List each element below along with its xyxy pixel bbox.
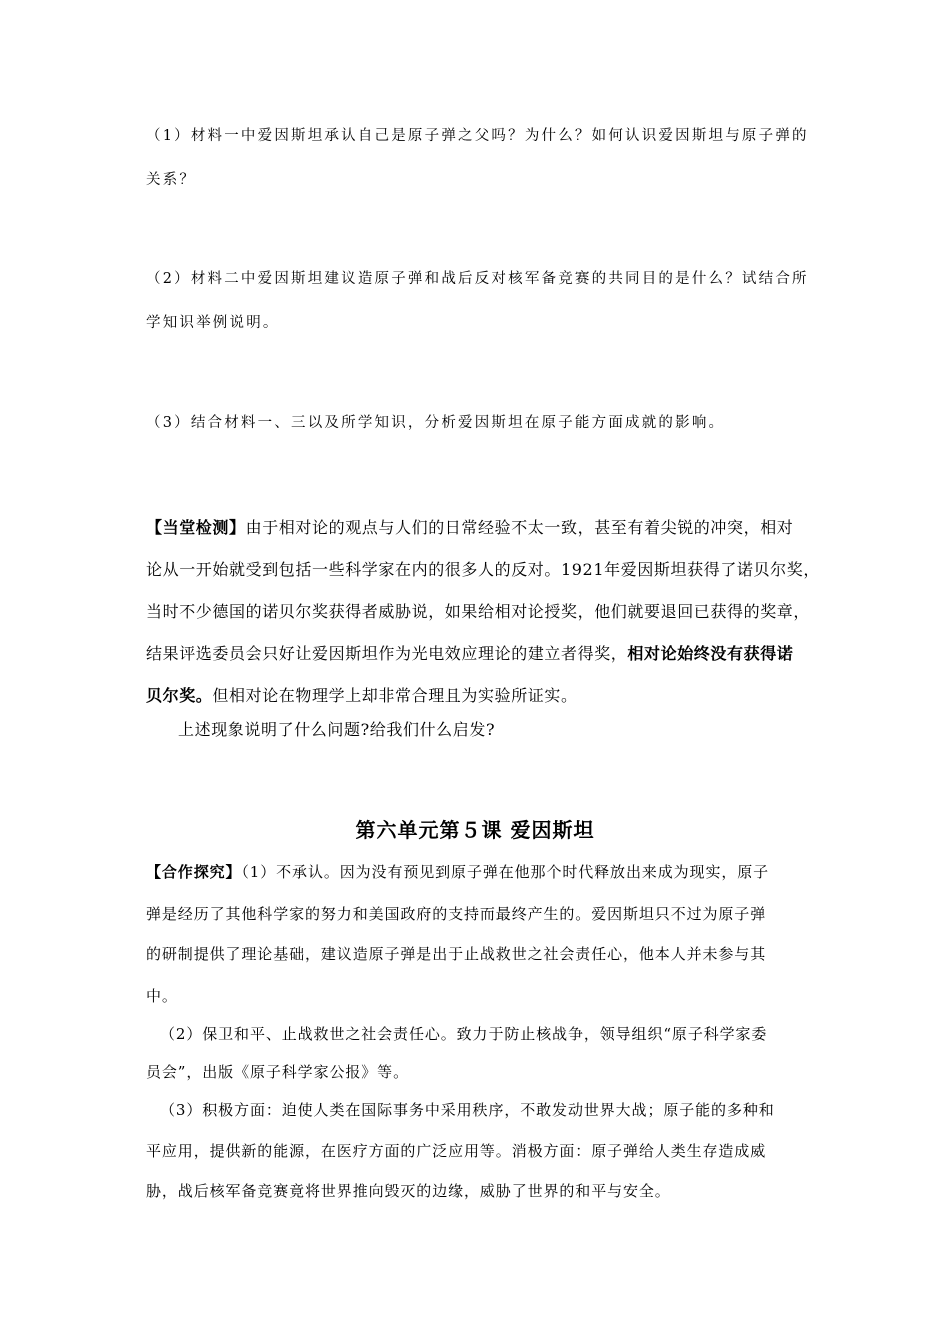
answer-2-line-1: （2）保卫和平、止战救世之社会责任心。致力于防止核战争，领导组织“原子科学家委 (160, 1025, 768, 1043)
check-paragraph-line-1 (146, 516, 816, 540)
check-label: 【当堂检测】 (146, 518, 246, 537)
check-line-5-emphasis: 贝尔奖。 (146, 686, 213, 705)
answer-label: 【合作探究】 (146, 863, 242, 881)
answer-3-line-1: （3）积极方面：迫使人类在国际事务中采用秩序，不敢发动世界大战；原子能的多种和 (160, 1101, 775, 1119)
answer-3-line-2: 平应用，提供新的能源，在医疗方面的广泛应用等。消极方面：原子弹给人类生存造成威 (146, 1142, 767, 1160)
check-paragraph-line-4 (146, 642, 816, 666)
answer-1-line-2: 弹是经历了其他科学家的努力和美国政府的支持而最终产生的。爱因斯坦只不过为原子弹 (146, 905, 767, 923)
check-line-5-text: 但相对论在物理学上却非常合理且为实验所证实。 (212, 686, 578, 705)
answer-title: 第六单元第５课 爱因斯坦 (355, 818, 595, 842)
answer-1-line-4: 中。 (146, 987, 178, 1005)
check-line-1-text: 由于相对论的观点与人们的日常经验不太一致，甚至有着尖锐的冲突，相对 (245, 518, 794, 537)
question-1-line-2: 关系？ (146, 172, 197, 188)
check-line-4-emphasis: 相对论始终没有获得诺 (627, 644, 794, 663)
answer-3-line-3: 胁，战后核军备竞赛竟将世界推向毁灭的边缘，威胁了世界的和平与安全。 (146, 1182, 671, 1200)
question-2-line-2: 学知识举例说明。 (146, 315, 280, 331)
answer-2-line-2: 员会”，出版《原子科学家公报》等。 (146, 1063, 409, 1081)
check-paragraph-line-5 (146, 684, 816, 708)
check-paragraph-line-3: 当时不少德国的诺贝尔奖获得者威胁说，如果给相对论授奖，他们就要退回已获得的奖章， (146, 602, 811, 621)
check-line-4-text: 结果评选委员会只好让爱因斯坦作为光电效应理论的建立者得奖， (146, 644, 628, 663)
check-question: 上述现象说明了什么问题?给我们什么启发? (178, 720, 496, 739)
answer-1-line-1 (146, 860, 816, 884)
question-3-line-1: （3）结合材料一、三以及所学知识，分析爱因斯坦在原子能方面成就的影响。 (146, 415, 726, 431)
answer-1-line-3: 的研制提供了理论基础，建议造原子弹是出于止战救世之社会责任心，他本人并未参与其 (146, 945, 767, 963)
check-paragraph-line-2: 论从一开始就受到包括一些科学家在内的很多人的反对。1921年爱因斯坦获得了诺贝尔奖， (146, 560, 820, 579)
question-1-line-1: （1）材料一中爱因斯坦承认自己是原子弹之父吗？为什么？如何认识爱因斯坦与原子弹的 (146, 128, 809, 144)
answer-1-line-1-text: （1）不承认。因为没有预见到原子弹在他那个时代释放出来成为现实，原子 (241, 863, 770, 881)
question-2-line-1: （2）材料二中爱因斯坦建议造原子弹和战后反对核军备竞赛的共同目的是什么？试结合所 (146, 271, 809, 287)
